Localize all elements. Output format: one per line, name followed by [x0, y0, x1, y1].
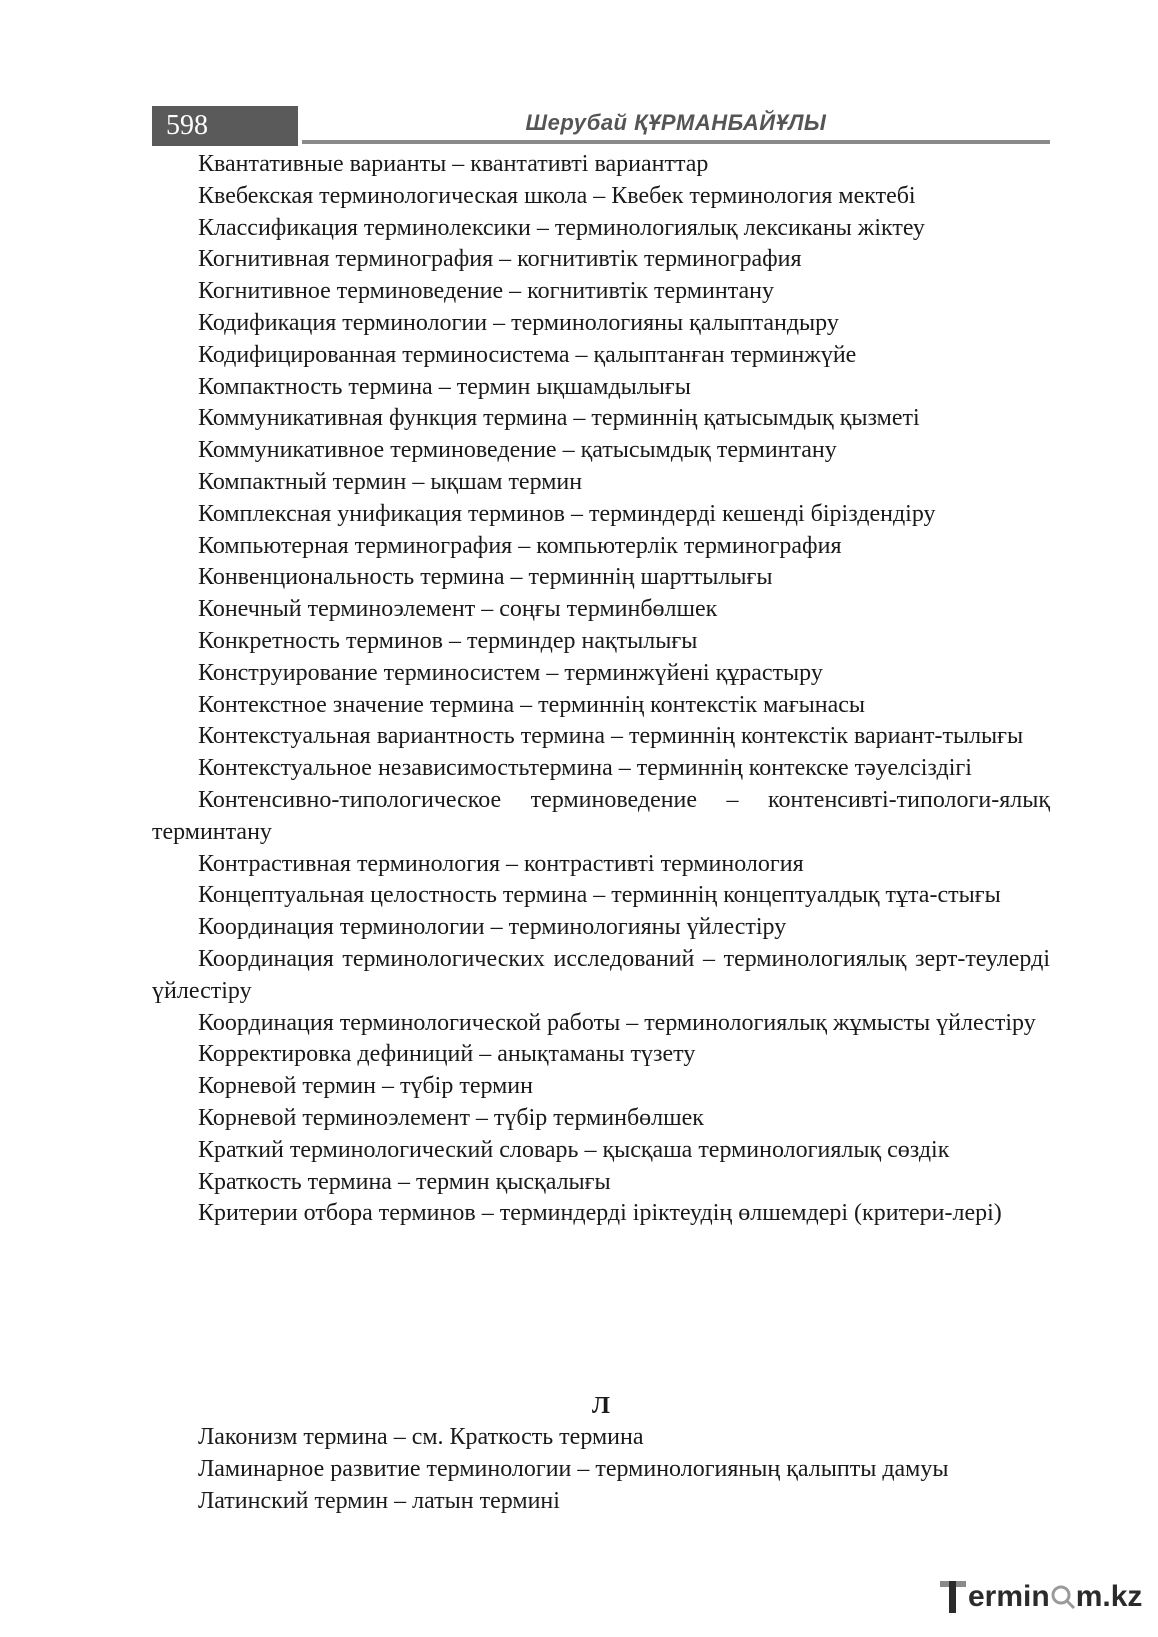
page-number-box — [152, 106, 298, 146]
entry-list-k — [152, 149, 1050, 1230]
dictionary-entry: Корневой терминоэлемент – түбір терминбөлшек — [198, 1104, 704, 1131]
page-number: 598 — [166, 110, 208, 141]
dictionary-entry: Координация терминологической работы – терминологиялық жұмысты үйлестіру — [198, 1009, 1036, 1036]
dictionary-entry: Корневой термин – түбір термин — [198, 1073, 533, 1100]
dictionary-entry: Краткость термина – термин қысқалығы — [198, 1168, 611, 1195]
dictionary-entry: Критерии отбора терминов – терминдерді іріктеудің өлшемдері (критери-лері) — [198, 1200, 1002, 1227]
dictionary-entry: Компьютерная терминография – компьютерлік терминография — [198, 532, 842, 559]
section-letter-heading: Л — [592, 1393, 610, 1419]
dictionary-entry: Концептуальная целостность термина – терминнің концептуалдық тұта-стығы — [198, 882, 1001, 909]
dictionary-entry: Когнитивное терминоведение – когнитивтік терминтану — [198, 278, 774, 305]
dictionary-entry: Компактный термин – ықшам термин — [198, 468, 583, 495]
dictionary-entry: Краткий терминологический словарь – қысқаша терминологиялық сөздік — [198, 1136, 950, 1163]
header-rule — [302, 140, 1050, 144]
dictionary-entry: Коммуникативная функция термина – терминнің қатысымдық қызметі — [198, 405, 920, 432]
dictionary-entry: Координация терминологических исследований – терминологиялық зерт-теулерді үйлестіру — [152, 945, 1050, 1004]
dictionary-entry: Конструирование терминосистем – терминжүйені құрастыру — [198, 659, 823, 686]
page-header — [152, 106, 1050, 146]
magnifier-icon — [1050, 1577, 1076, 1617]
dictionary-entry: Квантативные варианты – квантативті варианттар — [198, 151, 709, 177]
watermark-logo — [940, 1572, 1142, 1622]
dictionary-entry: Контекстное значение термина – терминнің контекстік мағынасы — [198, 691, 866, 718]
dictionary-entry: Классификация терминолексики – терминологиялық лексиканы жіктеу — [198, 214, 925, 241]
dictionary-entry: Комплексная унификация терминов – терминдерді кешенді біріздендіру — [198, 500, 936, 527]
entry-list-l — [152, 1422, 1050, 1517]
dictionary-entry: Кодификация терминологии – терминологияны қалыптандыру — [198, 309, 839, 336]
dictionary-entry: Латинский термин – латын термині — [198, 1487, 560, 1514]
dictionary-entry: Лаконизм термина – см. Краткость термина — [198, 1424, 644, 1450]
dictionary-entry: Конвенциональность термина – терминнің шарттылығы — [198, 564, 773, 591]
dictionary-entry: Координация терминологии – терминологияны үйлестіру — [198, 914, 787, 941]
dictionary-entry: Коммуникативное терминоведение – қатысымдық терминтану — [198, 437, 837, 464]
dictionary-entry: Конечный терминоэлемент – соңғы терминбөлшек — [198, 596, 718, 623]
watermark-text-suffix: m.kz — [1075, 1580, 1143, 1613]
watermark-text-prefix: ermin — [968, 1580, 1050, 1613]
dictionary-entry: Кодифицированная терминосистема – қалыптанған терминжүйе — [198, 341, 857, 368]
dictionary-entry: Ламинарное развитие терминологии – терминологияның қалыпты дамуы — [198, 1455, 949, 1482]
dictionary-entry: Контенсивно-типологическое терминоведение – контенсивті-типологи-ялық терминтану — [152, 786, 1050, 845]
dictionary-entry: Конкретность терминов – терминдер нақтылығы — [198, 627, 698, 654]
dictionary-entry: Контекстуальное независимостьтермина – терминнің контекске тәуелсіздігі — [198, 755, 972, 782]
termincom-t-icon — [940, 1577, 968, 1617]
dictionary-entry: Компактность термина – термин ықшамдылығы — [198, 373, 691, 400]
dictionary-entry: Контрастивная терминология – контрастивті терминология — [198, 850, 804, 877]
dictionary-entry: Корректировка дефиниций – анықтаманы түзету — [198, 1041, 696, 1068]
dictionary-entry: Контекстуальная вариантность термина – терминнің контекстік вариант-тылығы — [198, 723, 1024, 750]
running-title: Шерубай ҚҰРМАНБАЙҰЛЫ — [525, 110, 827, 135]
dictionary-entry: Квебекская терминологическая школа – Квебек терминология мектебі — [198, 182, 916, 209]
dictionary-entry: Когнитивная терминография – когнитивтік терминография — [198, 246, 802, 273]
